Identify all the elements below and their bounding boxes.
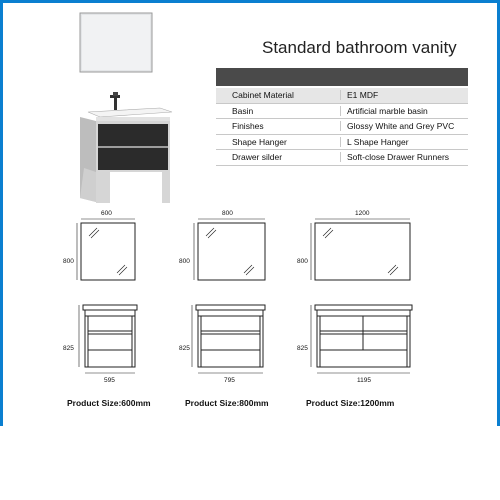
caption-size-600: Product Size:600mm: [67, 398, 151, 408]
mirror-600-drawing: [77, 219, 135, 280]
spec-key: Cabinet Material: [232, 90, 294, 100]
cabinet-1200-drawing: [311, 305, 412, 373]
spec-value: Soft-close Drawer Runners: [347, 152, 450, 162]
spec-key: Drawer silder: [232, 152, 283, 162]
dim-cabinet-1200-width: 1195: [357, 377, 371, 384]
spec-key: Basin: [232, 105, 254, 116]
page-title: Standard bathroom vanity: [262, 38, 457, 57]
dim-mirror-800-width: 800: [222, 210, 233, 217]
spec-key: Finishes: [232, 121, 264, 131]
spec-value: Artificial marble basin: [347, 105, 428, 116]
caption-size-1200: Product Size:1200mm: [306, 398, 395, 408]
dim-cabinet-800-width: 795: [224, 377, 235, 384]
spec-key: Shape Hanger: [232, 136, 287, 147]
dim-mirror-1200-height: 800: [297, 258, 308, 265]
caption-size-800: Product Size:800mm: [185, 398, 269, 408]
dim-cabinet-800-height: 825: [179, 345, 190, 352]
mirror-1200-drawing: [311, 219, 410, 280]
dim-mirror-600-height: 800: [63, 258, 74, 265]
dim-cabinet-1200-height: 825: [297, 345, 308, 352]
dim-mirror-600-width: 600: [101, 210, 112, 217]
spec-value: L Shape Hanger: [347, 136, 409, 147]
dim-mirror-1200-width: 1200: [355, 210, 370, 217]
dim-cabinet-600-width: 595: [104, 377, 115, 384]
mirror-800-drawing: [194, 219, 265, 280]
cabinet-800-drawing: [192, 305, 265, 373]
spec-value: Glossy White and Grey PVC: [347, 121, 455, 131]
spec-value: E1 MDF: [347, 90, 379, 100]
dim-mirror-800-height: 800: [179, 258, 190, 265]
dim-cabinet-600-height: 825: [63, 345, 74, 352]
cabinet-600-drawing: [79, 305, 137, 373]
